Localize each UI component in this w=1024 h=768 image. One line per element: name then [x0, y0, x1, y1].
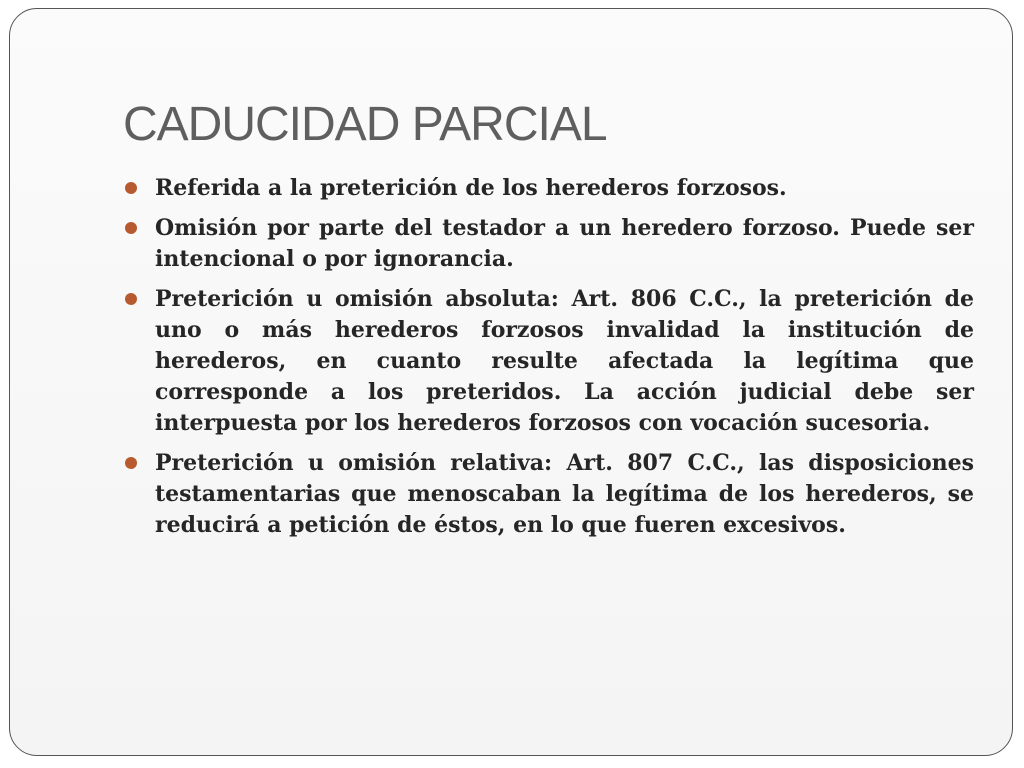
bullet-text: Omisión por parte del testador a un heredero forzoso. Puede ser intencional o por ignorancia.	[155, 215, 974, 272]
bullet-list	[123, 173, 974, 550]
bullet-text: Referida a la preterición de los herederos forzosos.	[155, 175, 787, 201]
slide	[9, 8, 1013, 756]
slide-title: CADUCIDAD PARCIAL	[123, 98, 607, 151]
list-item	[123, 173, 974, 204]
list-item	[123, 448, 974, 541]
bullet-text: Preterición u omisión relativa: Art. 807 C.C., las disposiciones testamentarias que menoscaban la legítima de los herederos, se reducirá a petición de éstos, en lo que fueren excesivos.	[155, 450, 974, 538]
bullet-dot-icon	[125, 457, 137, 469]
list-item	[123, 213, 974, 275]
bullet-dot-icon	[125, 293, 137, 305]
bullet-dot-icon	[125, 222, 137, 234]
list-item	[123, 284, 974, 439]
bullet-text: Preterición u omisión absoluta: Art. 806 C.C., la preterición de uno o más herederos forzosos invalidad la institución de herederos, en cuanto resulte afectada la legítima que corresponde a los preteridos. La acción judicial debe ser interpuesta por los herederos forzosos con vocación sucesoria.	[155, 286, 974, 436]
bullet-dot-icon	[125, 182, 137, 194]
